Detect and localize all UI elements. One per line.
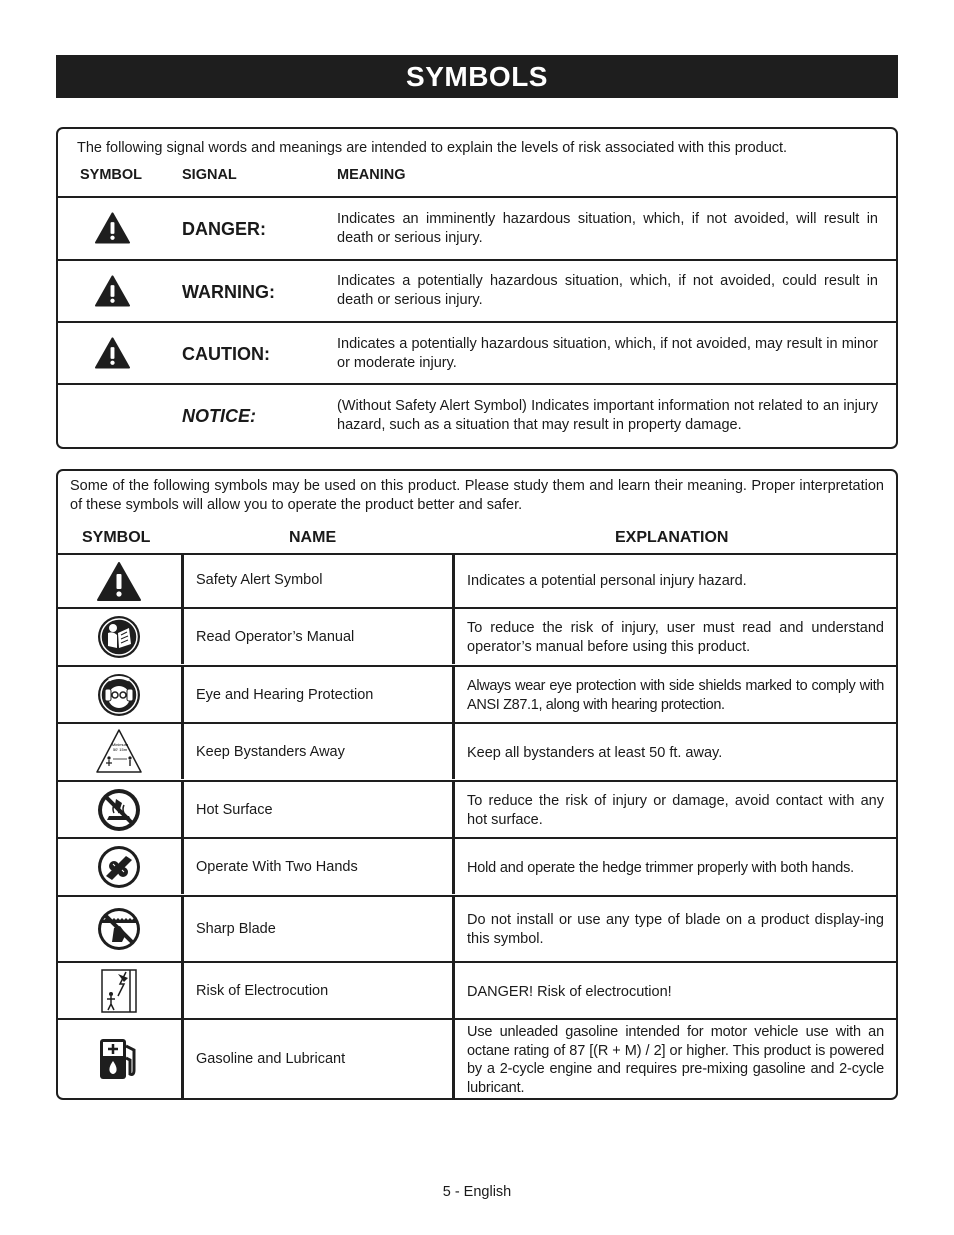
symbol-name: Read Operator’s Manual [196,629,355,645]
symbol-explanation: Always wear eye protection with side shields marked to comply with ANSI Z87.1, along with hearing protection. [467,678,884,713]
header-meaning: MEANING [337,167,406,183]
symbol-row [58,722,896,779]
safety-alert-icon [95,275,130,307]
symbol-row [58,780,896,837]
symbol-name: Gasoline and Lubricant [196,1051,346,1067]
symbol-name: Eye and Hearing Protection [196,687,374,703]
header-symbol: SYMBOL [80,167,143,183]
signal-row-warning [58,259,896,322]
header-signal: SIGNAL [182,167,237,183]
hot-surface-icon [96,787,142,833]
signal-row-caution [58,321,896,384]
page-title: SYMBOLS [56,55,898,98]
symbol-explanation: Hold and operate the hedge trimmer properly with both hands. [467,860,854,876]
symbol-row [58,895,896,961]
symbol-name: Operate With Two Hands [196,859,358,875]
eye-hearing-protection-icon [96,672,142,718]
read-manual-icon [96,614,142,660]
signal-row-danger [58,196,896,259]
symbol-explanation: Use unleaded gasoline intended for motor vehicle use with an octane rating of 87 [(R + M) / 2] or higher. This product is powered by a 2-cycle engine and requires pre-mixing gasoline and 2-cycle lubricant. [467,1024,884,1096]
symbol-name: Sharp Blade [196,921,276,937]
symbol-name: Risk of Electrocution [196,983,329,999]
signal-words-box [56,127,898,449]
signal-meaning: Indicates an imminently hazardous situation, which, if not avoided, will result in death or serious injury. [337,211,878,246]
two-hands-icon [96,844,142,890]
symbol-explanation: Keep all bystanders at least 50 ft. away. [467,745,723,761]
electrocution-icon [96,968,142,1014]
sharp-blade-icon [96,906,142,952]
symbol-row [58,1018,896,1100]
header-name: NAME [289,529,337,546]
safety-alert-icon [95,212,130,244]
signal-label: CAUTION: [182,344,270,364]
signal-label: DANGER: [182,219,266,239]
page-footer: 5 - English [442,1184,512,1200]
symbol-explanation: Indicates a potential personal injury hazard. [467,573,747,589]
symbol-explanation: To reduce the risk of injury or damage, avoid contact with any hot surface. [467,793,884,828]
symbol-explanation: Do not install or use any type of blade on a product display-ing this symbol. [467,912,884,947]
signal-meaning: Indicates a potentially hazardous situation, which, if not avoided, may result in minor or moderate injury. [337,336,878,371]
symbol-row [58,607,896,664]
symbol-name: Hot Surface [196,802,273,818]
signal-label: NOTICE: [182,406,256,426]
header-explanation: EXPLANATION [615,529,729,546]
symbols-intro: Some of the following symbols may be used on this product. Please study them and learn their meaning. Proper interpretation of these symbols will allow you to operate the product better and safer. [70,478,884,513]
keep-bystanders-away-icon [96,728,142,774]
symbol-explanation: To reduce the risk of injury, user must read and understand operator’s manual before using this product. [467,620,884,655]
safety-alert-icon [96,559,142,605]
symbol-name: Keep Bystanders Away [196,744,345,760]
symbols-box [56,469,898,1100]
symbol-row [58,665,896,722]
signal-row-notice [58,383,896,446]
symbol-row [58,553,896,607]
safety-alert-icon [95,337,130,369]
symbol-explanation: DANGER! Risk of electrocution! [467,984,672,1000]
header-symbol: SYMBOL [82,529,151,546]
symbol-row [58,961,896,1018]
symbol-name: Safety Alert Symbol [196,572,323,588]
signal-meaning: (Without Safety Alert Symbol) Indicates important information not related to an injury hazard, such as a situation that may result in property damage. [337,398,878,433]
signal-label: WARNING: [182,282,275,302]
gasoline-pump-icon [96,1036,142,1082]
icon-text: 50' 15m [112,747,128,752]
icon-text: Minimum [111,742,129,747]
signal-meaning: Indicates a potentially hazardous situation, which, if not avoided, could result in death or serious injury. [337,273,878,308]
symbol-row [58,837,896,894]
signal-words-intro: The following signal words and meanings are intended to explain the levels of risk associated with this product. [77,140,788,156]
